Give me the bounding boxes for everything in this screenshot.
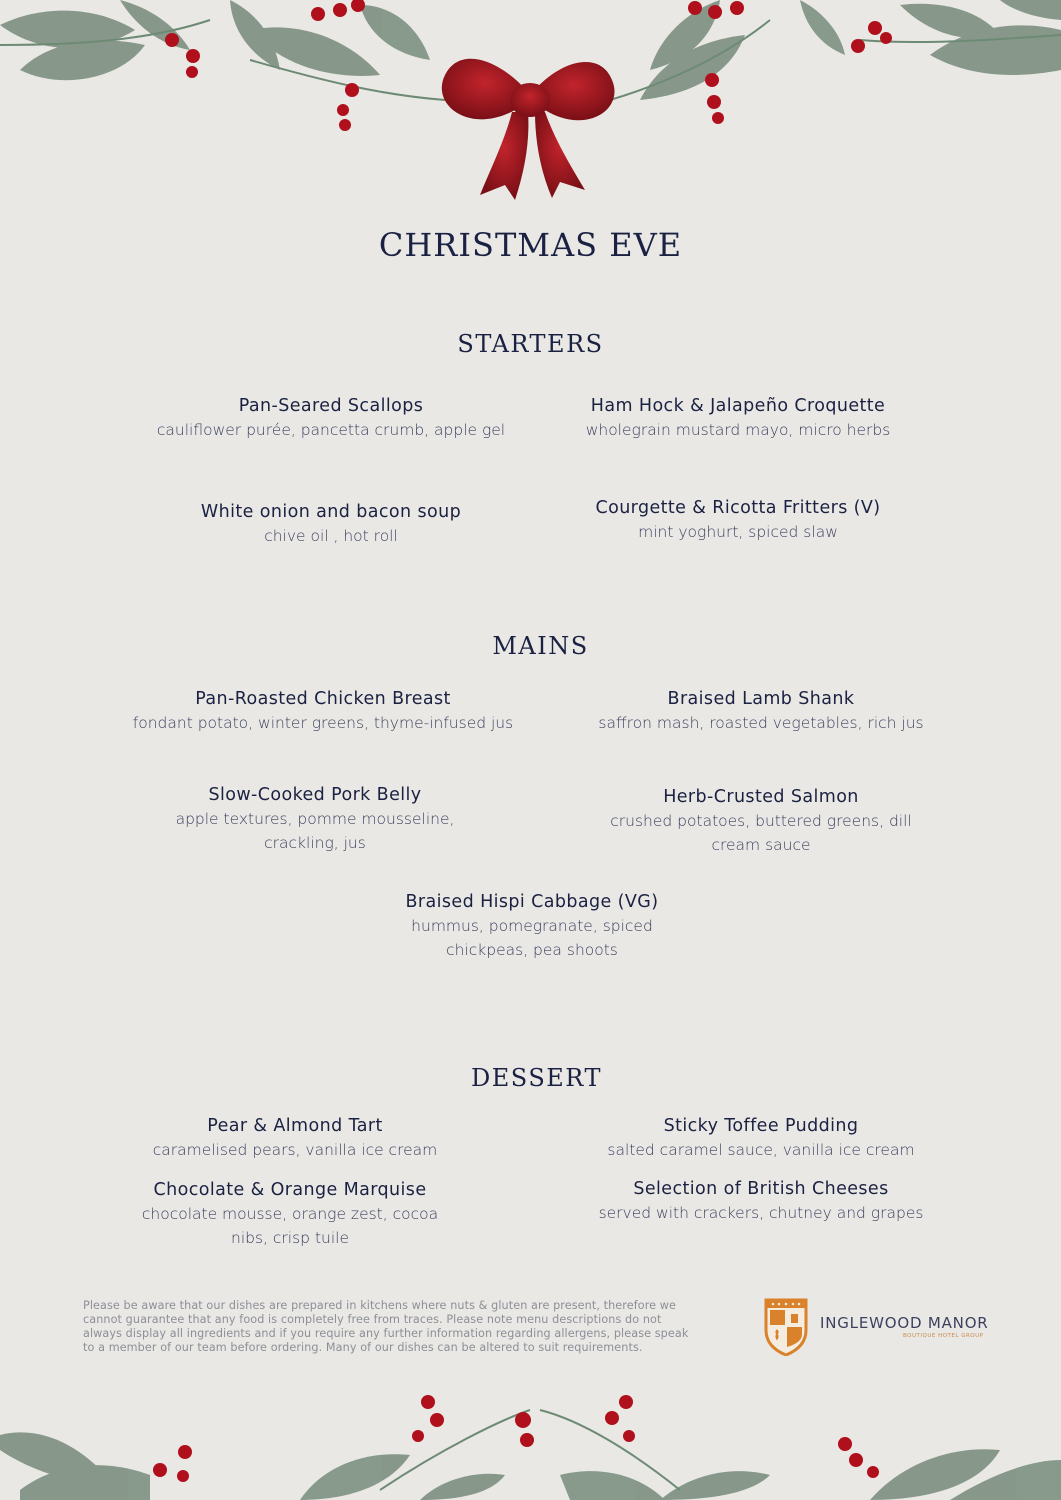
dish-description: chickpeas, pea shoots [446,941,618,959]
notice-line: always display all ingredients and if you require any further information regarding allergens, please speak [83,1327,689,1340]
dish-name: Braised Hispi Cabbage (VG) [405,892,659,912]
dessert-item [105,1114,485,1162]
starter-item [131,500,531,548]
mains-heading: MAINS [492,632,589,660]
dish-description: wholegrain mustard mayo, micro herbs [585,421,891,439]
dish-name: Ham Hock & Jalapeño Croquette [590,396,886,416]
dish-description: crackling, jus [264,834,366,852]
main-item [135,783,495,855]
dish-description: hummus, pomegranate, spiced [411,917,653,935]
dish-name: White onion and bacon soup [200,502,462,522]
dish-name: Pan-Roasted Chicken Breast [195,689,451,709]
berry-icon [153,1395,879,1482]
dish-description: chocolate mousse, orange zest, cocoa [141,1205,439,1223]
dish-name: Slow-Cooked Pork Belly [208,785,422,805]
menu-title: CHRISTMAS EVE [378,226,683,264]
starter-item [131,394,531,442]
dish-description: chive oil , hot roll [264,527,398,545]
top-foliage-decoration [0,0,1061,215]
main-item [581,785,941,857]
allergen-notice [83,1299,743,1355]
main-item [571,687,951,735]
dish-description: cauliflower purée, pancetta crumb, apple gel [156,421,506,439]
dish-name: Chocolate & Orange Marquise [153,1180,427,1200]
dish-description: fondant potato, winter greens, thyme-infused jus [132,714,514,732]
dish-description: saffron mash, roasted vegetables, rich jus [598,714,924,732]
brand-logo [763,1296,1003,1358]
dish-name: Pear & Almond Tart [207,1116,383,1136]
dish-description: nibs, crisp tuile [231,1229,349,1247]
dessert-heading: DESSERT [471,1064,602,1092]
dessert-item [566,1114,956,1162]
notice-line: cannot guarantee that any food is completely free from traces. Please note menu descriptions do not [83,1313,662,1326]
leaf-icon [0,0,430,80]
notice-line: to a member of our team before ordering. Many of our dishes can be altered to suit requirements. [83,1341,643,1354]
dish-description: mint yoghurt, spiced slaw [638,523,838,541]
bottom-foliage-decoration [0,1380,1061,1500]
main-item [113,687,533,735]
dish-name: Braised Lamb Shank [667,689,855,709]
brand-name: INGLEWOOD MANOR [820,1314,989,1332]
dish-name: Selection of British Cheeses [633,1179,889,1199]
brand-subtitle: BOUTIQUE HOTEL GROUP [903,1333,984,1339]
ribbon-bow-icon [442,59,615,200]
dessert-item [566,1177,956,1225]
dish-name: Herb-Crusted Salmon [663,787,859,807]
dessert-item [110,1178,470,1250]
crest-icon [763,1296,809,1356]
starter-item [538,394,938,442]
dish-name: Courgette & Ricotta Fritters (V) [595,498,881,518]
dish-description: served with crackers, chutney and grapes [598,1204,924,1222]
dish-name: Pan-Seared Scallops [238,396,424,416]
dish-description: apple textures, pomme mousseline, [175,810,455,828]
dish-name: Sticky Toffee Pudding [663,1116,859,1136]
starters-heading: STARTERS [457,330,604,358]
dish-description: caramelised pears, vanilla ice cream [152,1141,438,1159]
dish-description: crushed potatoes, buttered greens, dill [610,812,912,830]
notice-line: Please be aware that our dishes are prepared in kitchens where nuts & gluten are present, therefore we [83,1299,677,1312]
leaf-icon [640,0,1061,100]
starter-item [538,496,938,544]
dish-description: cream sauce [711,836,811,854]
main-item [352,890,712,962]
dish-description: salted caramel sauce, vanilla ice cream [607,1141,915,1159]
